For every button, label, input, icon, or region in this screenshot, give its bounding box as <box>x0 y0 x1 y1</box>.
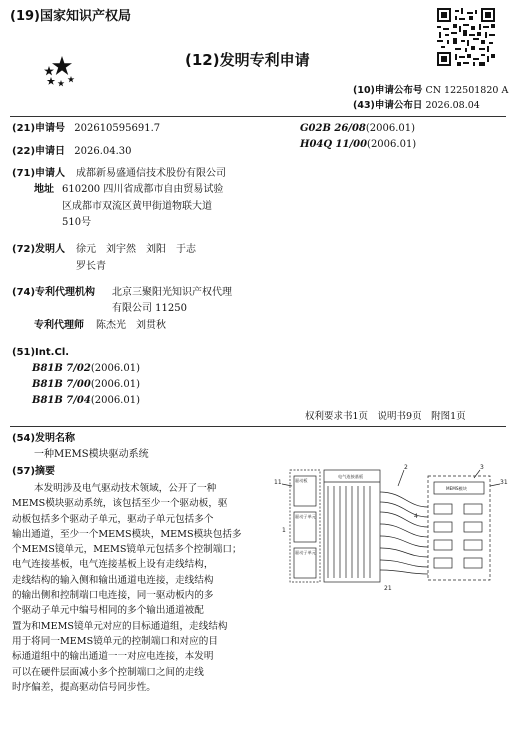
pages-info: 权利要求书1页 说明书9页 附图1页 <box>305 411 466 422</box>
qr-code-icon <box>437 8 495 66</box>
pub-date: 2026.08.04 <box>425 100 480 111</box>
intcl-code: B81B 7/00 <box>32 379 91 390</box>
abstract-line: 的输出侧和控制端口电连接，同一驱动板内的多 <box>12 590 214 602</box>
emblem-icon <box>40 52 80 92</box>
address-line-2: 区成都市双流区黄甲街道物联大道 <box>62 201 212 212</box>
application-number-label: (21)申请号 <box>12 123 66 134</box>
pub-number-row <box>353 84 508 97</box>
classification-year: (2006.01) <box>365 123 416 134</box>
header-divider <box>10 116 506 117</box>
abstract-line: 可以在硬件层面减小多个控制端口之间的走线 <box>12 666 204 678</box>
application-date-row <box>12 145 132 158</box>
intcl-year: (2006.01) <box>90 395 140 406</box>
classification-code: G02B 26/08 <box>300 123 366 134</box>
application-date: 2026.04.30 <box>74 146 132 157</box>
figure-box-sub: 驱动子单元 <box>295 514 316 519</box>
intcl-row <box>32 362 140 375</box>
pub-number-label: (10)申请公布号 <box>353 85 423 96</box>
figure-label-31: 31 <box>500 479 508 486</box>
agency-line-1: 北京三聚阳光知识产权代理 <box>112 287 232 298</box>
figure-label-11: 11 <box>274 479 282 486</box>
inventor-label: (72)发明人 <box>12 244 66 255</box>
section-divider <box>10 426 506 427</box>
abstract-line: 输出通道，至少一个MEMS模块，MEMS模块包括多 <box>12 528 242 540</box>
address-line-1: 610200 四川省成都市自由贸易试验 <box>62 184 224 195</box>
intcl-label: (51)Int.Cl. <box>12 347 70 358</box>
figure-box-sub: 驱动子单元 <box>295 550 316 555</box>
figure-label-4: 4 <box>414 513 418 520</box>
classification-year: (2006.01) <box>367 139 417 150</box>
abstract-line: 标通道组中的输出通道一一对应电连接，本发明 <box>12 651 214 663</box>
classification-row <box>300 138 416 151</box>
agent-label: 专利代理师 <box>34 320 84 331</box>
abstract-label: (57)摘要 <box>12 466 56 477</box>
figure-label-21: 21 <box>384 585 392 592</box>
address-label: 地址 <box>34 184 54 195</box>
applicant: 成都新易盛通信技术股份有限公司 <box>76 168 226 179</box>
intcl-year: (2006.01) <box>90 363 140 374</box>
agent: 陈杰光 刘贯秋 <box>96 320 166 331</box>
pub-number: CN 122501820 A <box>425 85 509 96</box>
classification-row <box>300 122 415 135</box>
applicant-label: (71)申请人 <box>12 168 66 179</box>
pub-date-label: (43)申请公布日 <box>353 100 423 111</box>
intcl-row <box>32 394 140 407</box>
invention-title-label: (54)发明名称 <box>12 433 76 444</box>
intcl-year: (2006.01) <box>90 379 140 390</box>
figure-label-2: 2 <box>404 464 408 471</box>
figure-label-1: 1 <box>282 527 286 534</box>
abstract-line: 用于将同一MEMS镜单元的控制端口和对应的目 <box>12 635 218 647</box>
intcl-code: B81B 7/02 <box>32 363 91 374</box>
application-number: 202610595691.7 <box>74 123 161 134</box>
application-number-row <box>12 122 160 135</box>
application-date-label: (22)申请日 <box>12 146 66 157</box>
figure-box-driver: 驱动板 <box>295 478 308 483</box>
agency-line-2: 有限公司 11250 <box>112 303 187 314</box>
pub-date-row <box>353 99 480 112</box>
abstract-line: MEMS模块驱动系统，该包括至少一个驱动板，驱 <box>12 498 228 510</box>
address-line-3: 510号 <box>62 217 92 228</box>
figure-box-mems: MEMS模块 <box>446 486 467 491</box>
figure-box-substrate: 电气连接基板 <box>338 474 364 479</box>
abstract-line: 置为和MEMS镜单元对应的目标通道组，走线结构 <box>12 620 228 632</box>
classification-code: H04Q 11/00 <box>300 139 368 150</box>
abstract-line: 走线结构的输入侧和输出通道电连接，走线结构 <box>12 574 214 586</box>
office-name: (19)国家知识产权局 <box>10 9 131 24</box>
invention-title: 一种MEMS模块驱动系统 <box>34 449 149 460</box>
inventor-line-1: 徐元 刘宇然 刘阳 于志 <box>76 244 196 255</box>
intcl-code: B81B 7/04 <box>32 395 91 406</box>
figure-label-3: 3 <box>480 464 484 471</box>
abstract-figure <box>268 462 508 594</box>
doc-type-title: (12)发明专利申请 <box>185 51 310 69</box>
inventor-line-2: 罗长青 <box>76 261 106 272</box>
intcl-row <box>32 378 140 391</box>
abstract-line: 本发明涉及电气驱动技术领域，公开了一种 <box>34 483 217 494</box>
agency-label: (74)专利代理机构 <box>12 287 96 298</box>
abstract-line: 个驱动子单元中编号相同的多个输出通道被配 <box>12 605 204 617</box>
abstract-line: 个MEMS镜单元，MEMS镜单元包括多个控制端口； <box>12 544 242 556</box>
abstract-line: 电气连接基板，电气连接基板上设有走线结构， <box>12 559 214 571</box>
abstract-text <box>12 481 267 695</box>
abstract-line: 时序偏差，提高驱动信号同步性。 <box>12 681 156 693</box>
abstract-line: 动板包括多个驱动子单元，驱动子单元包括多个 <box>12 513 214 525</box>
